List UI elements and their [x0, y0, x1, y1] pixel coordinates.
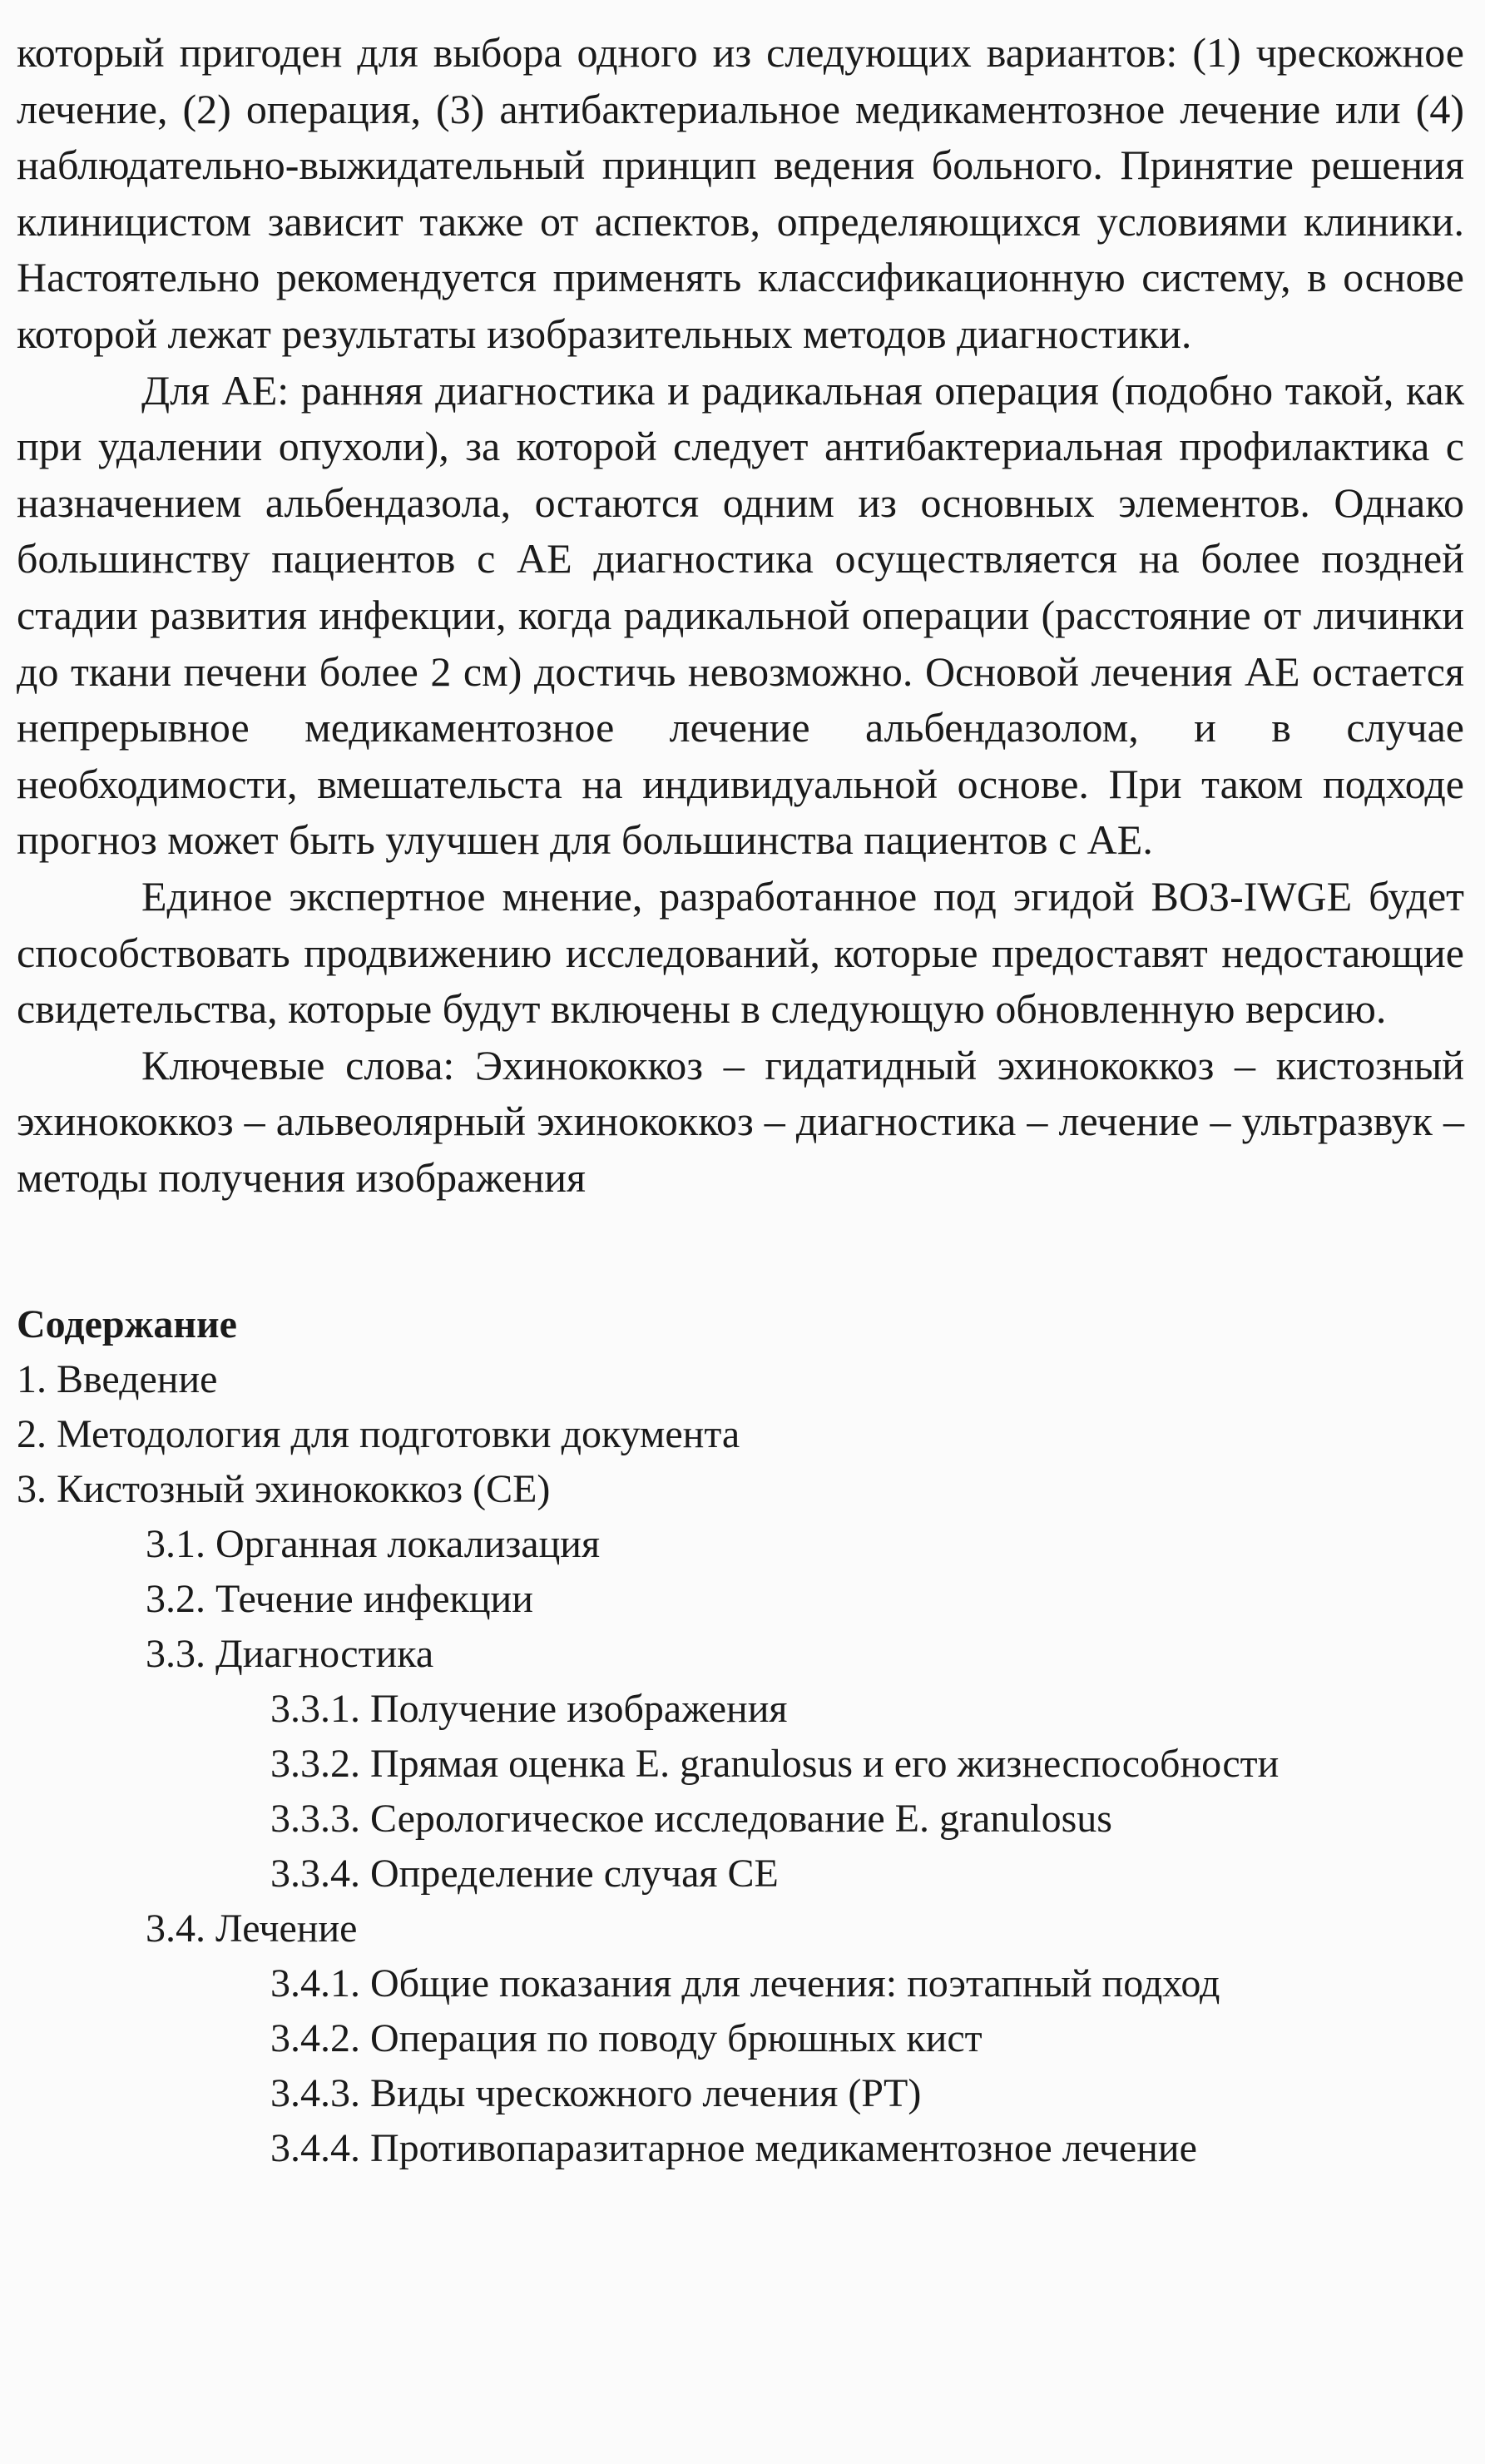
contents-item: 3.1. Органная локализация	[146, 1522, 601, 1567]
contents-item: 3.4.1. Общие показания для лечения: поэтапный подход	[270, 1961, 1220, 2006]
contents-item: 3. Кистозный эхинококкоз (CE)	[17, 1467, 551, 1512]
table-of-contents	[17, 1297, 1464, 2176]
section-spacer	[17, 1206, 1464, 1297]
contents-item: 3.3.4. Определение случая CE	[270, 1852, 779, 1896]
contents-item: 3.4.3. Виды чрескожного лечения (PT)	[270, 2071, 922, 2116]
paragraph-ae-treatment: Для АЕ: ранняя диагностика и радикальная операция (подобно такой, как при удалении опухоли), за которой следует антибактериальная профилактика с назначением альбендазола, остаются одним из основных элементов. Однако большинству пациентов с АЕ диагностика осуществляется на более поздней стадии развития инфекции, когда радикальной операции (расстояние от личинки до ткани печени более 2 см) достичь невозможно. Основой лечения АЕ остается непрерывное медикаментозное лечение альбендазолом, и в случае необходимости, вмешательста на индивидуальной основе. При таком подходе прогноз может быть улучшен для большинства пациентов с АЕ.	[17, 366, 1464, 864]
paragraph-treatment-options: который пригоден для выбора одного из следующих вариантов: (1) чрескожное лечение, (2) операция, (3) антибактериальное медикаментозное лечение или (4) наблюдательно-выжидательный принцип ведения больного. Принятие решения клиницистом зависит также от аспектов, определяющихся условиями клиники. Настоятельно рекомендуется применять классификационную систему, в основе которой лежат результаты изобразительных методов диагностики.	[17, 29, 1464, 357]
contents-item: 3.3. Диагностика	[146, 1632, 434, 1677]
contents-item: 3.4.4. Противопаразитарное медикаментозное лечение	[270, 2126, 1197, 2171]
contents-item: 3.3.2. Прямая оценка E. granulosus и его жизнеспособности	[270, 1742, 1280, 1787]
paragraph-expert-consensus: Единое экспертное мнение, разработанное под эгидой ВОЗ-IWGE будет способствовать продвижению исследований, которые предоставят недостающие свидетельства, которые будут включены в следующую обновленную версию.	[17, 872, 1464, 1033]
contents-item: 3.4. Лечение	[146, 1906, 358, 1951]
contents-item: 3.3.3. Серологическое исследование E. granulosus	[270, 1797, 1112, 1842]
contents-item: 3.4.2. Операция по поводу брюшных кист	[270, 2016, 983, 2061]
contents-list	[17, 1352, 1464, 2176]
contents-item: 3.3.1. Получение изображения	[270, 1687, 788, 1732]
paragraph-keywords: Ключевые слова: Эхинококкоз – гидатидный эхинококкоз – кистозный эхинококкоз – альвеолярный эхинококкоз – диагностика – лечение – ультразвук – методы получения изображения	[17, 1041, 1464, 1201]
document-page	[17, 25, 1464, 2176]
contents-item: 1. Введение	[17, 1357, 218, 1402]
contents-item: 3.2. Течение инфекции	[146, 1577, 533, 1622]
contents-title: Содержание	[17, 1302, 237, 1347]
contents-item: 2. Методология для подготовки документа	[17, 1412, 740, 1457]
